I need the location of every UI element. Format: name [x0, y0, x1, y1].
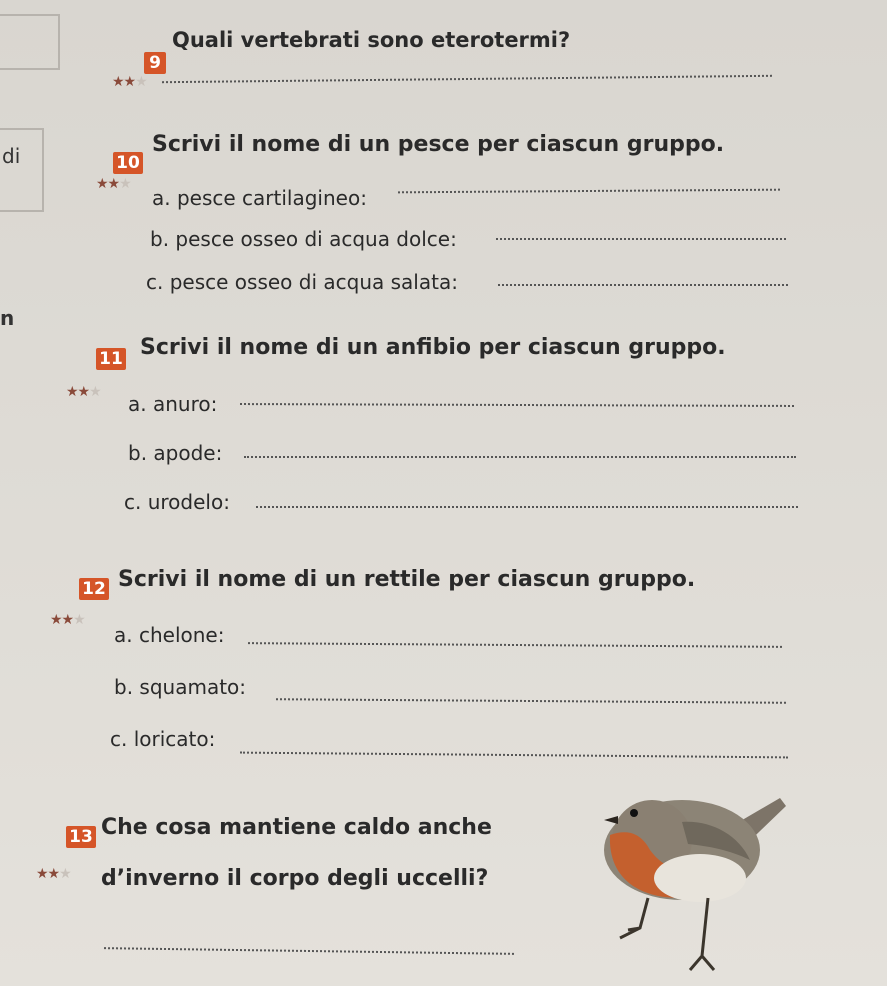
- question-11-text: Scrivi il nome di un anfibio per ciascun gruppo.: [140, 335, 726, 360]
- stars-filled: ★★: [66, 384, 90, 400]
- stars-empty: ★: [73, 612, 85, 628]
- q10-item-c: c. pesce osseo di acqua salata:: [146, 270, 458, 294]
- answer-line-11c[interactable]: [256, 506, 798, 508]
- question-number-11: 11: [96, 348, 126, 370]
- answer-line-12c[interactable]: [240, 752, 788, 759]
- question-number-13: 13: [66, 826, 96, 848]
- margin-box-top: [0, 14, 60, 70]
- q12-item-c: c. loricato:: [110, 727, 216, 751]
- stars-filled: ★★: [50, 612, 74, 628]
- answer-line-11a[interactable]: [240, 403, 794, 407]
- q11-item-a: a. anuro:: [128, 392, 218, 416]
- stars-empty: ★: [119, 176, 131, 192]
- stars-filled: ★★: [36, 866, 60, 882]
- question-13-line-2: d’inverno il corpo degli uccelli?: [101, 866, 489, 891]
- answer-line-12a[interactable]: [248, 642, 782, 648]
- q12-item-a: a. chelone:: [114, 623, 225, 647]
- question-13-line-1: Che cosa mantiene caldo anche: [101, 815, 492, 840]
- q11-item-c: c. urodelo:: [124, 490, 230, 514]
- difficulty-stars: [36, 866, 71, 882]
- answer-line-10a[interactable]: [398, 189, 780, 194]
- question-12-text: Scrivi il nome di un rettile per ciascun gruppo.: [118, 567, 696, 592]
- q12-item-b: b. squamato:: [114, 675, 247, 699]
- question-9-text: Quali vertebrati sono eterotermi?: [172, 28, 571, 52]
- question-number-9: 9: [144, 52, 166, 74]
- answer-line-10c[interactable]: [498, 284, 788, 286]
- answer-line-13[interactable]: [104, 947, 514, 955]
- stars-filled: ★★: [96, 176, 120, 192]
- answer-line-9[interactable]: [162, 75, 772, 83]
- stars-empty: ★: [135, 74, 147, 90]
- answer-line-10b[interactable]: [496, 238, 786, 240]
- margin-box-middle: [0, 128, 44, 212]
- margin-text-di: di: [2, 144, 21, 168]
- margin-text-n: n: [0, 306, 15, 330]
- stars-filled: ★★: [112, 74, 136, 90]
- question-number-12: 12: [79, 578, 109, 600]
- q10-item-b: b. pesce osseo di acqua dolce:: [150, 227, 457, 251]
- stars-empty: ★: [89, 384, 101, 400]
- stars-empty: ★: [59, 866, 71, 882]
- difficulty-stars: [112, 74, 147, 90]
- q10-item-a: a. pesce cartilagineo:: [152, 186, 367, 210]
- robin-bird-icon: [590, 780, 810, 980]
- answer-line-11b[interactable]: [244, 456, 796, 458]
- answer-line-12b[interactable]: [276, 698, 786, 704]
- question-number-10: 10: [113, 152, 143, 174]
- difficulty-stars: [96, 176, 131, 192]
- question-10-text: Scrivi il nome di un pesce per ciascun gruppo.: [152, 132, 725, 157]
- q11-item-b: b. apode:: [128, 441, 223, 465]
- difficulty-stars: [66, 384, 101, 400]
- difficulty-stars: [50, 612, 85, 628]
